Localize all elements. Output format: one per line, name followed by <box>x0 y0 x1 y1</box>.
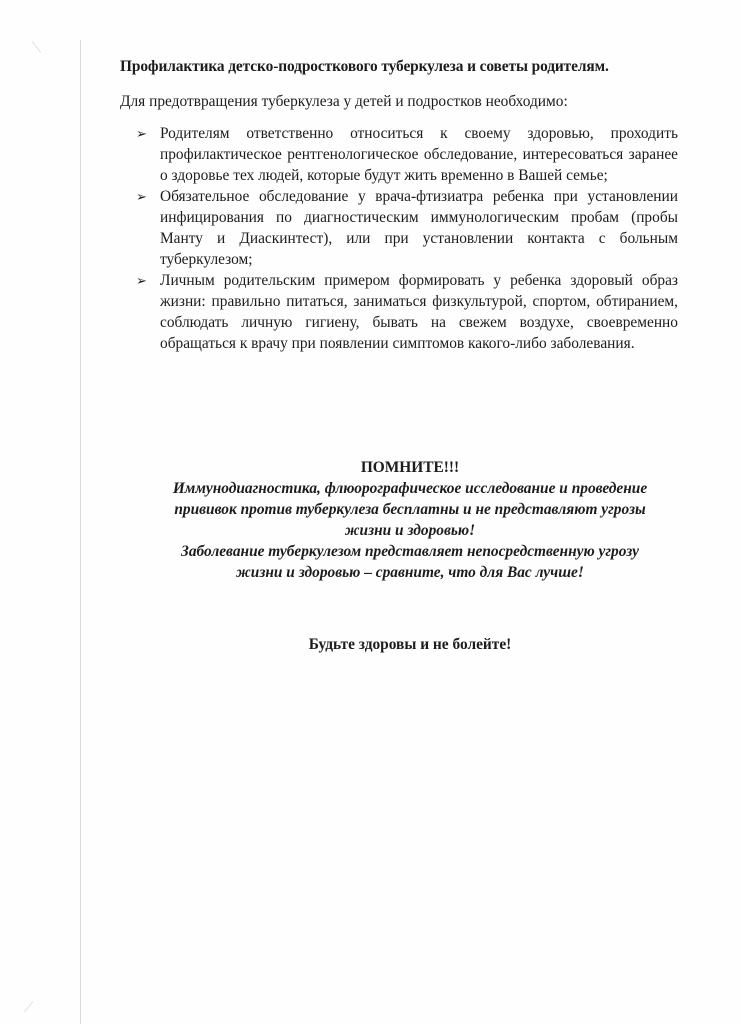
remember-heading: ПОМНИТЕ!!! <box>360 459 460 476</box>
remember-line: жизни и здоровью! <box>344 522 476 539</box>
recommendation-text: Личным родительским примером формировать у ребенка здоровый образ жизни: правильно питаться, заниматься физкультурой, спортом, обтиранием, соблюдать личную гигиену, бывать на свежем воздухе, своевременно обращаться к врачу при появлении симптомов какого-либо заболевания. <box>160 272 678 352</box>
arrow-bullet-icon: ➢ <box>136 126 147 141</box>
intro-paragraph: Для предотвращения туберкулеза у детей и подростков необходимо: <box>120 93 568 110</box>
recommendation-list <box>136 123 678 354</box>
document-title: Профилактика детско-подросткового туберкулеза и советы родителям. <box>120 58 609 75</box>
scan-fold-line <box>80 40 81 1024</box>
remember-line: Заболевание туберкулезом представляет непосредственную угрозу <box>181 543 639 560</box>
remember-line: прививок против туберкулеза бесплатны и не представляют угрозы <box>174 501 646 518</box>
remember-notice <box>120 478 700 583</box>
recommendation-item <box>136 123 678 186</box>
recommendation-item <box>136 270 678 354</box>
arrow-bullet-icon: ➢ <box>136 189 147 204</box>
scan-artifact-mark <box>32 41 41 53</box>
remember-line: Иммунодиагностика, флюорографическое исследование и проведение <box>172 480 648 497</box>
arrow-bullet-icon: ➢ <box>136 273 147 288</box>
closing-line: Будьте здоровы и не болейте! <box>308 636 512 653</box>
remember-line: жизни и здоровью – сравните, что для Вас лучше! <box>236 564 584 581</box>
recommendation-item <box>136 186 678 270</box>
recommendation-text: Обязательное обследование у врача-фтизиатра ребенка при установлении инфицирования по диагностическим иммунологическим пробам (пробы Манту и Диаскинтест), или при установлении контакта с больным туберкулезом; <box>160 188 678 268</box>
scan-artifact-mark <box>24 1001 34 1012</box>
recommendation-text: Родителям ответственно относиться к своему здоровью, проходить профилактическое рентгенологическое обследование, интересоваться заранее о здоровье тех людей, которые будут жить временно в Вашей семье; <box>160 125 678 184</box>
